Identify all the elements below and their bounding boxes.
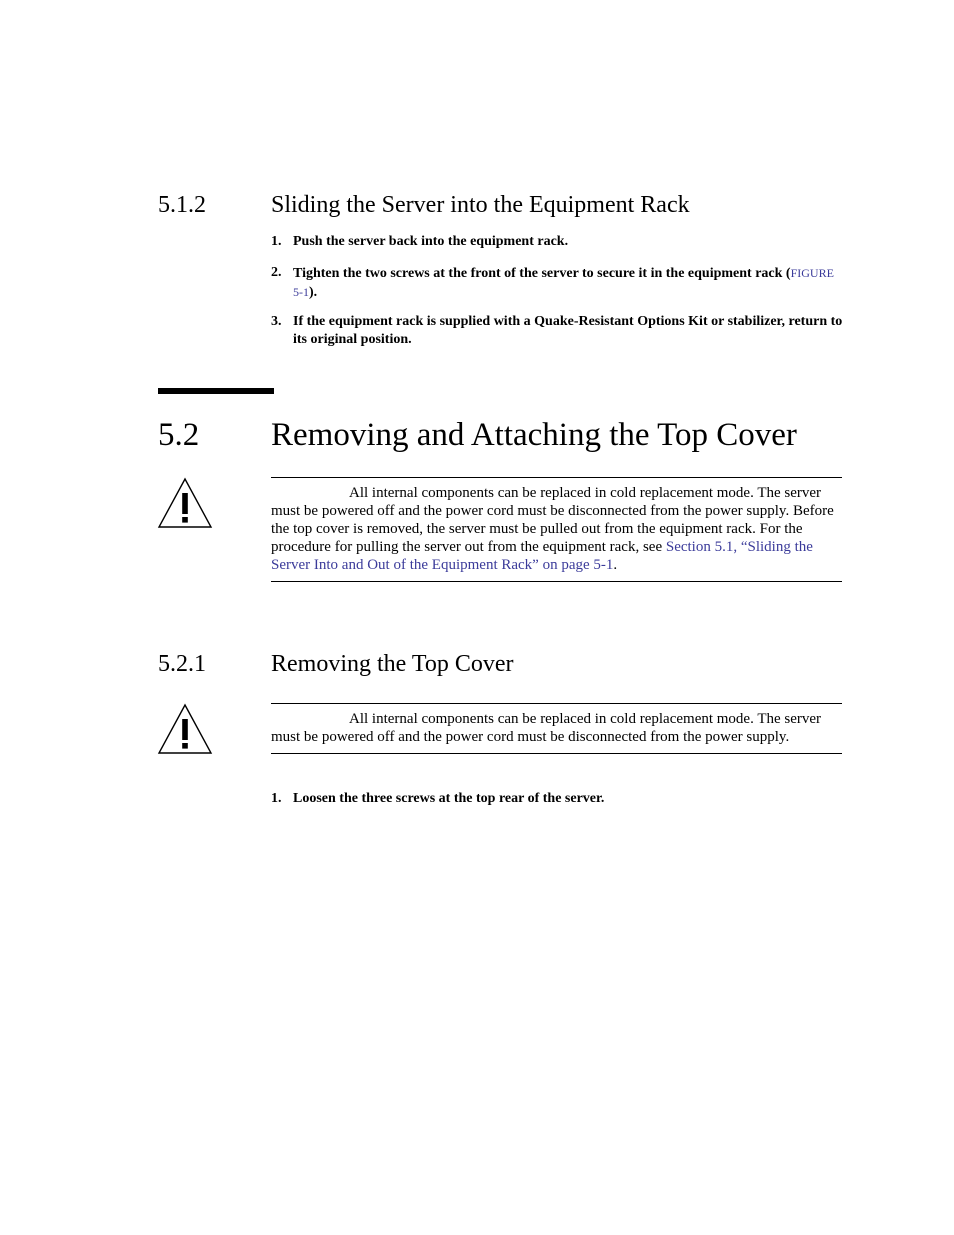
step-number: 3. bbox=[271, 314, 282, 329]
step-text: If the equipment rack is supplied with a Quake-Resistant Options Kit or stabilizer, return to its original position. bbox=[293, 314, 843, 347]
caution-text bbox=[271, 478, 842, 581]
caution-text-part: . bbox=[613, 557, 618, 573]
figure-link[interactable]: FIGURE 5-1 bbox=[293, 266, 834, 299]
step-text-part: ). bbox=[309, 285, 318, 300]
step-number: 2. bbox=[271, 265, 282, 280]
caution-triangle-icon bbox=[157, 703, 213, 755]
section-title-5-1-2: Sliding the Server into the Equipment Rack bbox=[271, 192, 690, 218]
step-number: 1. bbox=[271, 234, 282, 249]
section-title-5-2-1: Removing the Top Cover bbox=[271, 651, 514, 677]
caution-text: All internal components can be replaced in cold replacement mode. The server must be powered off and the power cord must be disconnected from the power supply. bbox=[271, 711, 822, 745]
section-5-1-link[interactable]: Section 5.1, “Sliding the Server Into and Out of the Equipment Rack” on page 5-1 bbox=[271, 539, 813, 573]
step-text bbox=[293, 264, 846, 302]
step-text: Push the server back into the equipment rack. bbox=[293, 234, 569, 249]
caution-note bbox=[271, 477, 842, 582]
step-text: Loosen the three screws at the top rear of the server. bbox=[293, 791, 605, 806]
section-title-5-2: Removing and Attaching the Top Cover bbox=[271, 417, 797, 453]
section-divider bbox=[158, 388, 274, 394]
step-number: 1. bbox=[271, 791, 282, 806]
caution-text-part: All internal components can be replaced in cold replacement mode. The server must be powered off and the power cord must be disconnected from the power supply. Before the top cover is removed, the server must be pulled out from the equipment rack. For the procedure for pulling the server out from the equipment rack, see bbox=[271, 485, 834, 555]
section-number-5-2-1: 5.2.1 bbox=[158, 651, 206, 677]
section-number-5-1-2: 5.1.2 bbox=[158, 192, 206, 218]
list-item bbox=[271, 264, 846, 302]
step-text-part: Tighten the two screws at the front of the server to secure it in the equipment rack ( bbox=[293, 266, 791, 281]
caution-note bbox=[271, 703, 842, 754]
list-item bbox=[271, 790, 846, 808]
caution-triangle-icon bbox=[157, 477, 213, 529]
section-number-5-2: 5.2 bbox=[158, 417, 200, 453]
list-item bbox=[271, 313, 846, 349]
list-item bbox=[271, 233, 846, 251]
